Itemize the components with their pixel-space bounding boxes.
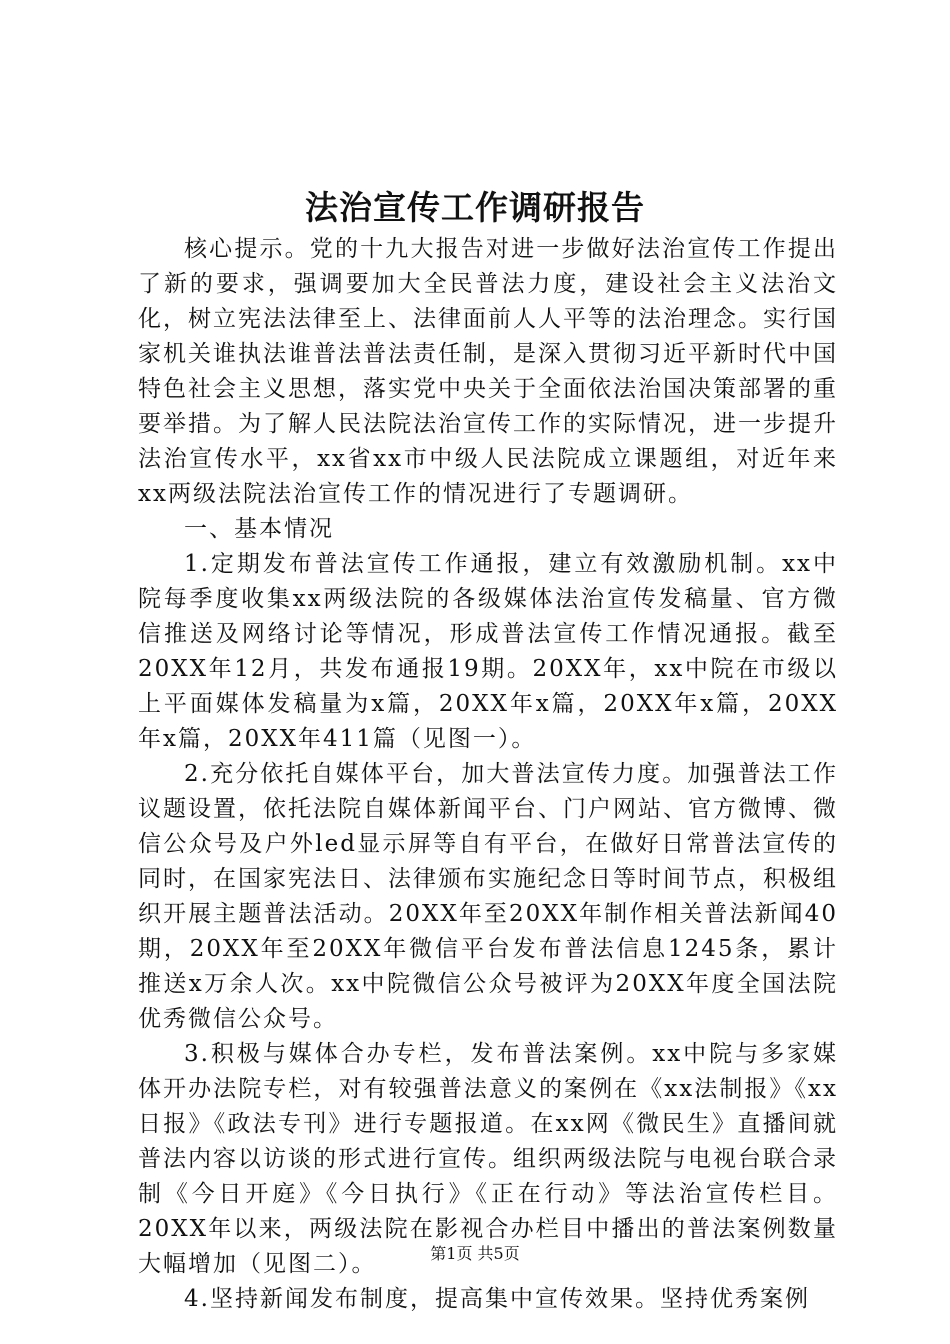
- paragraph-item-3: 3.积极与媒体合办专栏，发布普法案例。xx中院与多家媒体开办法院专栏，对有较强普法意义的案例在《xx法制报》《xx日报》《政法专刊》进行专题报道。在xx网《微民生》直播间就普法内容以访谈的形式进行宣传。组织两级法院与电视台联合录制《今日开庭》《今日执行》《正在行动》等法治宣传栏目。20XX年以来，两级法院在影视合办栏目中播出的普法案例数量大幅增加（见图二）。: [138, 1041, 838, 1277]
- document-title: 法治宣传工作调研报告: [305, 188, 645, 227]
- paragraph-summary: 核心提示。党的十九大报告对进一步做好法治宣传工作提出了新的要求，强调要加大全民普法力度，建设社会主义法治文化，树立宪法法律至上、法律面前人人平等的法治理念。实行国家机关谁执法谁普法普法责任制，是深入贯彻习近平新时代中国特色社会主义思想，落实党中央关于全面依法治国决策部署的重要举措。为了解人民法院法治宣传工作的实际情况，进一步提升法治宣传水平，xx省xx市中级人民法院成立课题组，对近年来xx两级法院法治宣传工作的情况进行了专题调研。: [138, 236, 838, 507]
- paragraph-item-4: 4.坚持新闻发布制度，提高集中宣传效果。坚持优秀案例: [184, 1286, 810, 1312]
- paragraph-item-1: 1.定期发布普法宣传工作通报，建立有效激励机制。xx中院每季度收集xx两级法院的各级媒体法治宣传发稿量、官方微信推送及网络讨论等情况，形成普法宣传工作情况通报。截至20XX年12月，共发布通报19期。20XX年，xx中院在市级以上平面媒体发稿量为x篇，20XX年x篇，20XX年x篇，20XX年x篇，20XX年411篇（见图一）。: [138, 551, 838, 752]
- document-body: [138, 232, 838, 1317]
- section-heading-basic-situation: 一、基本情况: [184, 516, 334, 542]
- paragraph-item-2: 2.充分依托自媒体平台，加大普法宣传力度。加强普法工作议题设置，依托法院自媒体新闻平台、门户网站、官方微博、微信公众号及户外led显示屏等自有平台，在做好日常普法宣传的同时，在国家宪法日、法律颁布实施纪念日等时间节点，积极组织开展主题普法活动。20XX年至20XX年制作相关普法新闻40期，20XX年至20XX年微信平台发布普法信息1245条，累计推送x万余人次。xx中院微信公众号被评为20XX年度全国法院优秀微信公众号。: [138, 761, 838, 1032]
- page-footer: 第1页 共5页: [430, 1244, 520, 1263]
